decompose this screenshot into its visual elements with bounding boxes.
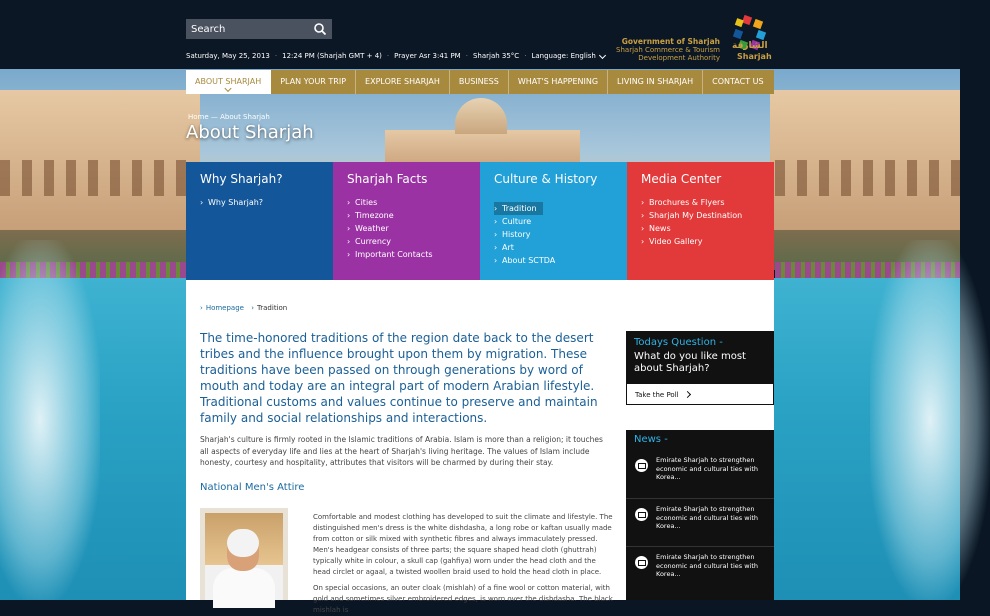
attire-paragraph-1: Comfortable and modest clothing has developed to suit the climate and lifestyle. The distinguished men's dress is the white dishdasha, a long robe or kaftan usually made from cotton or silk mixed with synthetic fibres and always immaculately pressed. Men's headgear consists of three parts; the square shaped head cloth (ghuttrah) typically white in colour, a skull cap (gahfiya) worn under the head cloth and the head circlet or agaal, a twisted woollen braid used to hold the head cloth in place.	[313, 513, 613, 576]
panel-link[interactable]: › Currency	[347, 235, 480, 248]
news-icon	[635, 508, 648, 521]
nav-plan-your-trip[interactable]: PLAN YOUR TRIP	[271, 70, 356, 94]
breadcrumb-separator: —	[210, 113, 221, 121]
separator: ·	[386, 52, 390, 60]
date-text: Saturday, May 25, 2013	[186, 52, 270, 60]
breadcrumb-current: About Sharjah	[220, 113, 270, 121]
nav-contact-us[interactable]: CONTACT US	[712, 77, 764, 86]
info-bar	[186, 50, 605, 62]
man-portrait-image	[205, 513, 283, 600]
separator: ·	[274, 52, 278, 60]
search-input[interactable]	[191, 21, 309, 37]
panel-link[interactable]: › Timezone	[347, 209, 480, 222]
panel-sharjah-facts	[333, 162, 480, 280]
panel-link[interactable]: › News	[641, 222, 774, 235]
panel-title[interactable]: Why Sharjah?	[200, 172, 283, 186]
panel-link[interactable]: › Important Contacts	[347, 248, 480, 261]
nav-business[interactable]: BUSINESS	[450, 70, 509, 94]
body-paragraph: Sharjah's culture is firmly rooted in the Islamic traditions of Arabia. Islam is more than a religion; it touches all aspects of everyday life and lies at the heart of Sharjah's living heritage. The values of Islam include honesty, courtesy and hospitality, attributes that visitors will be charmed by during their stay.	[200, 435, 603, 467]
panel-link[interactable]: › Sharjah My Destination	[641, 209, 774, 222]
separator: ·	[524, 52, 527, 60]
news-item-text: Emirate Sharjah to strengthen economic and cultural ties with Korea...	[656, 505, 759, 530]
news-widget	[626, 430, 774, 600]
page-title: About Sharjah	[186, 122, 314, 143]
top-bar	[0, 0, 960, 69]
arches-right	[775, 160, 960, 196]
panel-title[interactable]: Sharjah Facts	[347, 172, 428, 186]
robe-shape	[213, 568, 275, 608]
panel-link[interactable]: › Culture	[494, 215, 627, 228]
breadcrumb	[200, 304, 287, 312]
poll-widget	[626, 331, 774, 405]
separator: ·	[465, 52, 468, 60]
panel-link[interactable]: › Weather	[347, 222, 480, 235]
panel-link[interactable]: › About SCTDA	[494, 254, 627, 267]
attire-paragraph-2: On special occasions, an outer cloak (mishlah) of a fine wool or cotton material, with gold and sometimes silver embroidered edges, is worn over the dishdasha. The black mishlah is	[313, 584, 613, 614]
news-item-text: Emirate Sharjah to strengthen economic and cultural ties with Korea...	[656, 456, 759, 481]
section-title: National Men's Attire	[200, 482, 305, 493]
nav-whats-happening[interactable]: WHAT'S HAPPENING	[509, 70, 608, 94]
news-item-text: Emirate Sharjah to strengthen economic and cultural ties with Korea...	[656, 553, 759, 578]
nav-living-in-sharjah[interactable]: LIVING IN SHARJAH	[608, 70, 703, 94]
news-item[interactable]	[626, 450, 774, 498]
poll-question: What do you like most about Sharjah?	[634, 351, 746, 374]
gov-line-1: Government of Sharjah	[621, 37, 720, 46]
panel-link[interactable]: › History	[494, 228, 627, 241]
nav-explore-sharjah[interactable]: EXPLORE SHARJAH	[356, 70, 450, 94]
weather-text: Sharjah 35°C	[472, 52, 520, 60]
language-selector[interactable]	[531, 52, 604, 60]
take-poll-button[interactable]	[626, 383, 774, 405]
chevron-right-icon: ›	[200, 304, 203, 312]
chevron-right-icon: ›	[251, 304, 255, 312]
prayer-text: Prayer Asr 3:41 PM	[394, 52, 461, 60]
panel-culture-history	[480, 162, 627, 280]
news-heading: News -	[634, 434, 668, 445]
news-icon	[635, 459, 648, 472]
attire-photo	[200, 508, 288, 600]
fountain-left	[0, 240, 100, 600]
breadcrumb-home[interactable]: Home	[188, 113, 209, 121]
main-nav	[186, 70, 774, 94]
panel-link[interactable]: › Brochures & Flyers	[641, 196, 774, 209]
gov-line-2: Sharjah Commerce & Tourism	[616, 46, 720, 54]
news-list	[626, 450, 774, 594]
hero-breadcrumb	[188, 113, 270, 121]
language-label: Language: English	[531, 52, 596, 60]
gov-line-3: Development Authority	[638, 54, 720, 62]
panel-title[interactable]: Culture & History	[494, 172, 598, 186]
panel-title[interactable]: Media Center	[641, 172, 722, 186]
gov-branding	[616, 38, 720, 62]
search-icon[interactable]	[313, 22, 327, 36]
panel-link[interactable]: › Why Sharjah?	[200, 196, 333, 209]
breadcrumb-current: Tradition	[257, 304, 288, 312]
take-poll-label: Take the Poll	[635, 391, 679, 399]
panel-media-center	[627, 162, 774, 280]
category-panels	[186, 162, 774, 280]
arches-left	[0, 160, 190, 196]
search-box	[186, 19, 332, 39]
panel-link[interactable]: › Cities	[347, 196, 480, 209]
time-text: 12:24 PM (Sharjah GMT + 4)	[282, 52, 382, 60]
news-item[interactable]	[626, 546, 774, 594]
news-icon	[635, 556, 648, 569]
logo-arabic: الشارقة	[732, 41, 768, 51]
fountain-right	[870, 240, 990, 600]
news-item[interactable]	[626, 498, 774, 546]
logo-english: Sharjah	[737, 52, 772, 61]
head-shape	[227, 529, 259, 571]
breadcrumb-homepage[interactable]: Homepage	[205, 304, 244, 312]
panel-link[interactable]: › Art	[494, 241, 627, 254]
panel-link-selected[interactable]: › Tradition	[494, 202, 543, 215]
chevron-down-icon	[599, 52, 606, 59]
poll-heading: Todays Question -	[634, 337, 723, 348]
attire-text	[313, 512, 613, 616]
panel-why-sharjah	[186, 162, 333, 280]
chevron-right-icon	[684, 391, 691, 398]
nav-about-sharjah[interactable]: ABOUT SHARJAH	[186, 70, 271, 94]
panel-link[interactable]: › Video Gallery	[641, 235, 774, 248]
intro-paragraph: The time-honored traditions of the region date back to the desert tribes and the influence brought upon them by migration. These traditions have been passed on through generations by word of mouth and today are an integral part of modern Arabian lifestyle. Traditional customs and values continue to preserve and maintain family and social relationships and interactions.	[200, 331, 598, 425]
